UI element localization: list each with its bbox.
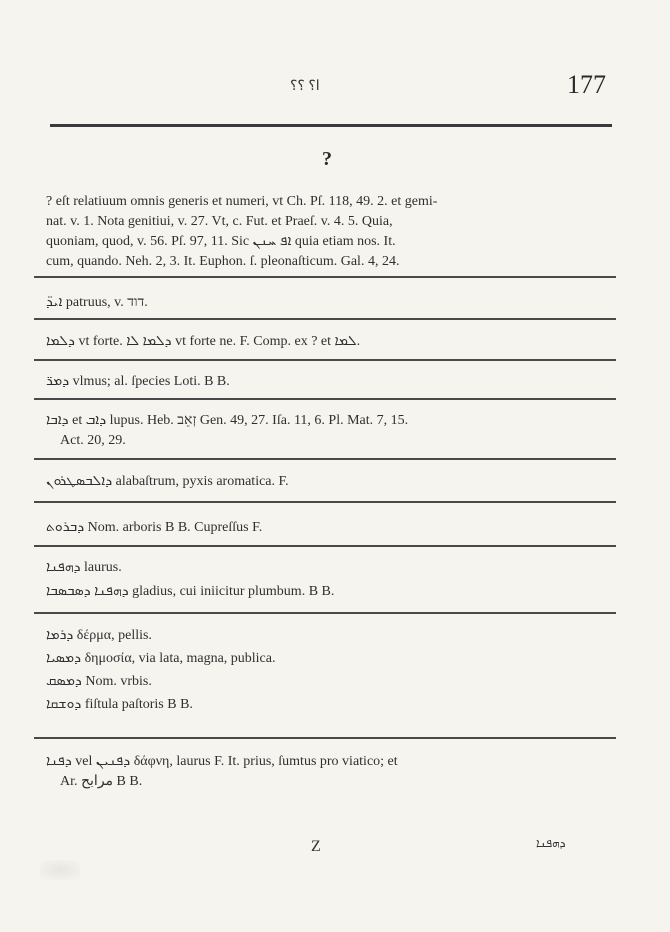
- entry-line: Ar. مرابح B B.: [60, 774, 143, 789]
- dictionary-entry: [34, 293, 620, 313]
- entry-line: ܕܒܪܘܬ Nom. arboris B B. Cupreſſus F.: [46, 520, 263, 535]
- entry-line: ܕܐܒܐ et ܕܐܒ lupus. Heb. זְאֵב Gen. 49, 27. Iſa. 11, 6. Pl. Mat. 7, 15.: [46, 413, 409, 428]
- entry-line: Act. 20, 29.: [60, 433, 126, 448]
- entry-line: ܕܡܣܩ Nom. vrbis.: [46, 674, 152, 689]
- entry-line: ܕܦܢܐ vel ܕܦܢܝܢ δάφνη, laurus F. It. prius, ſumtus pro viatico; et: [46, 754, 398, 769]
- header-rule: [50, 124, 612, 127]
- entry-divider: [34, 318, 616, 320]
- entry-divider: [34, 458, 616, 460]
- page-number: 177: [567, 70, 606, 99]
- entry-line: ܕܡܪ̈ vlmus; al. ſpecies Loti. B B.: [46, 374, 230, 389]
- dictionary-entry: [34, 518, 620, 538]
- entry-divider: [34, 545, 616, 547]
- dictionary-entry: [34, 372, 620, 392]
- entry-line: ܕܗܦܢܐ laurus.: [46, 560, 122, 575]
- entry-line: ܕܡܣܝܐ δημοσία, via lata, magna, publica.: [46, 651, 276, 666]
- running-head: ا؟ ؟؟: [290, 79, 320, 94]
- entry-divider: [34, 398, 616, 400]
- section-letter: ?: [322, 148, 332, 170]
- entry-line: nat. v. 1. Nota genitiui, v. 27. Vt, c. Fut. et Praeſ. v. 4. 5. Quia,: [46, 214, 393, 229]
- dictionary-entry: [34, 626, 620, 715]
- entry-divider: [34, 276, 616, 278]
- entry-divider: [34, 737, 616, 739]
- dictionary-entry: [34, 472, 620, 492]
- entry-line: cum, quando. Neh. 2, 3. It. Euphon. ſ. pleonaſticum. Gal. 4, 24.: [46, 254, 400, 269]
- entry-divider: [34, 501, 616, 503]
- dictionary-entry: [34, 192, 620, 272]
- entry-line: ܕܘܫܩܐ fiſtula paſtoris B B.: [46, 697, 193, 712]
- entry-line: ܕܐܠܒܣܛܪܘܢ alabaſtrum, pyxis aromatica. F.: [46, 474, 289, 489]
- dictionary-entry: [34, 411, 620, 451]
- catchword: ܕܗܦܢܐ: [536, 836, 566, 850]
- entry-divider: [34, 612, 616, 614]
- entry-line: ? eſt relatiuum omnis generis et numeri, vt Ch. Pſ. 118, 49. 2. et gemi-: [46, 194, 438, 209]
- signature-mark: Z: [311, 838, 321, 855]
- entry-line: quoniam, quod, v. 56. Pſ. 97, 11. Sic ܐܦ ܚܢܢ quia etiam nos. It.: [46, 234, 396, 249]
- entry-line: ܕܠܡܐ vt forte. ܕܠܡܐ ܠܐ vt forte ne. F. Comp. ex ? et ܠܡܐ.: [46, 334, 361, 349]
- dictionary-entry: [34, 558, 620, 602]
- entry-line: ܕܪܡܐ δέρμα, pellis.: [46, 628, 152, 643]
- dictionary-entry: [34, 332, 620, 352]
- entry-line: ܕܗܦܢܐ ܕܣܒܣܒܐ gladius, cui iniicitur plumbum. B B.: [46, 584, 335, 599]
- dictionary-entry: [34, 752, 620, 792]
- entry-line: ܐܝܕ̈ patruus, v. דוד.: [46, 295, 148, 310]
- paper-smudge: [40, 860, 80, 880]
- entry-divider: [34, 359, 616, 361]
